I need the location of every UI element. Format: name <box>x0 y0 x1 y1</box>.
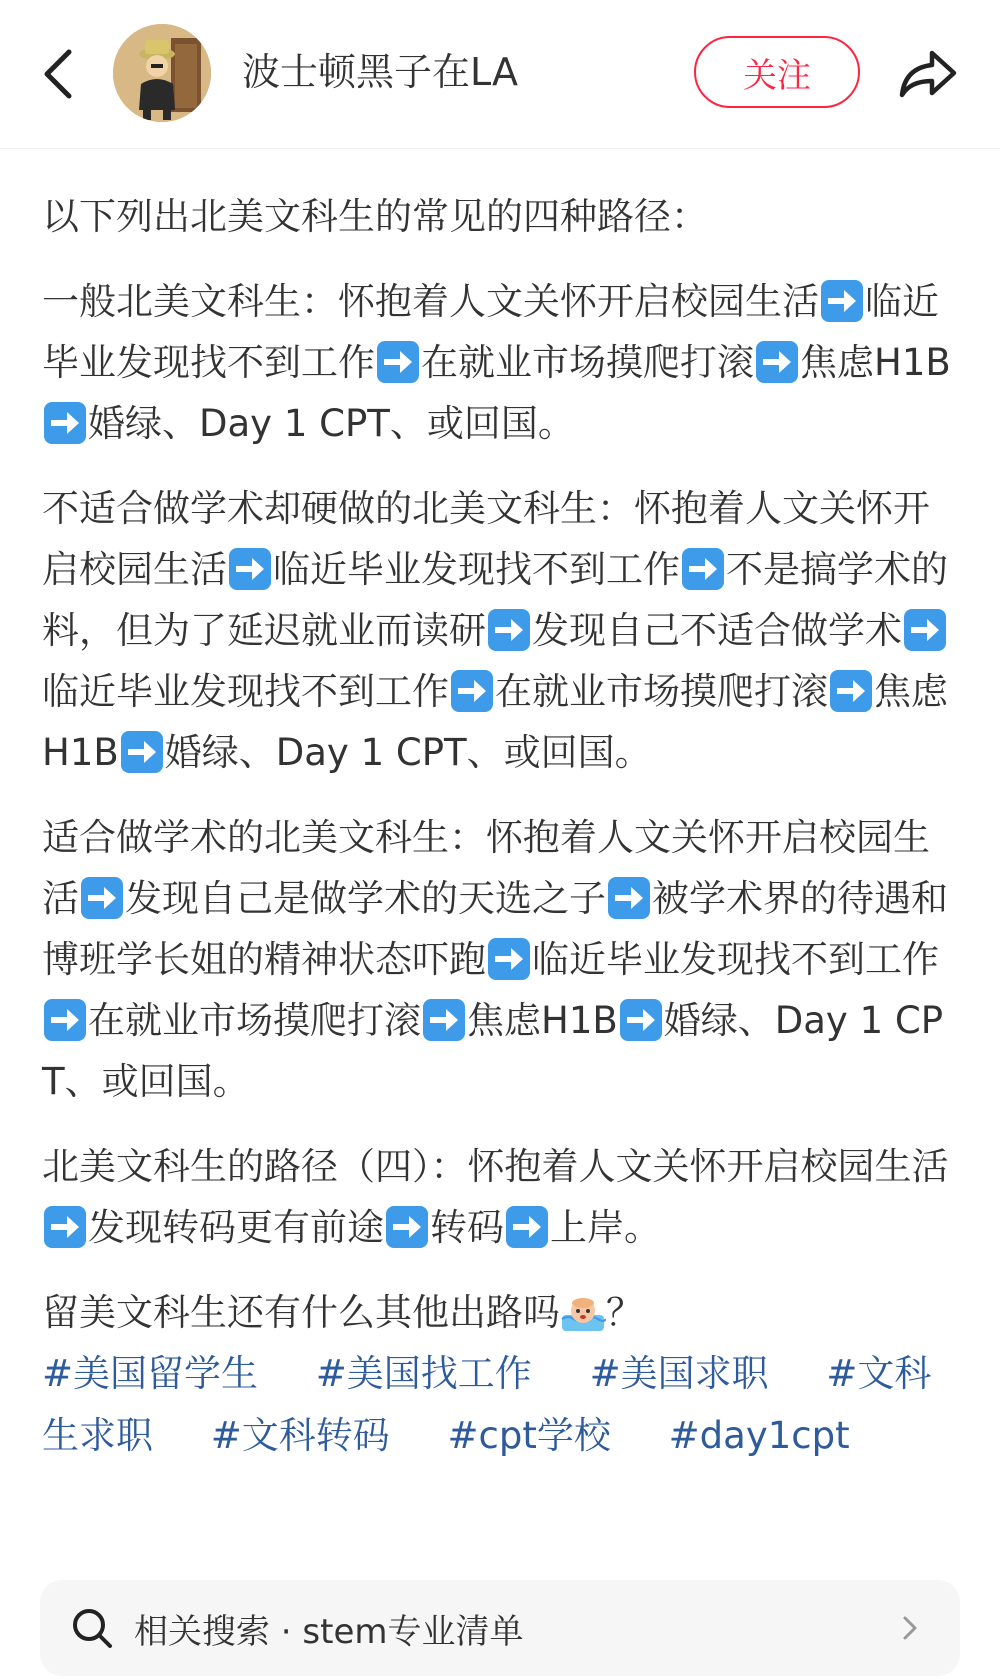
question-mark: ？ <box>606 1291 643 1334</box>
hashtag-link[interactable]: #美国找工作 <box>315 1352 532 1395</box>
path-segment: 在就业市场摸爬打滚 <box>421 341 754 384</box>
share-button[interactable] <box>888 38 968 110</box>
path-paragraph-4 <box>42 1136 960 1258</box>
right-arrow-icon <box>376 340 420 384</box>
follow-button[interactable]: 关注 <box>694 36 860 108</box>
path-segment: 临近毕业发现找不到工作 <box>42 280 939 384</box>
path-paragraph-2 <box>42 478 960 783</box>
right-arrow-icon <box>755 340 799 384</box>
question-text: 留美文科生还有什么其他出路吗 <box>42 1291 560 1334</box>
back-icon <box>41 46 75 102</box>
hashtag-link[interactable]: #文科生求职 <box>42 1352 932 1457</box>
drowning-emoji-icon <box>560 1289 606 1335</box>
path-segment: 在就业市场摸爬打滚 <box>88 999 421 1042</box>
right-arrow-icon <box>450 669 494 713</box>
post-header <box>0 0 1000 149</box>
path-segment: 发现转码更有前途 <box>88 1206 384 1249</box>
path-segment: 婚绿、Day 1 CPT、或回国。 <box>88 402 575 445</box>
hashtag-link[interactable]: #文科转码 <box>210 1414 390 1457</box>
right-arrow-icon <box>487 608 531 652</box>
related-search-text: 相关搜索 · stem专业清单 <box>134 1611 524 1652</box>
right-arrow-icon <box>385 1205 429 1249</box>
post-content <box>42 186 960 1467</box>
path-segment: 焦虑H1B <box>800 341 951 384</box>
right-arrow-icon <box>607 876 651 920</box>
chevron-right-icon <box>896 1614 924 1642</box>
path-segment: 在就业市场摸爬打滚 <box>495 670 828 713</box>
hashtag-link[interactable]: #美国求职 <box>589 1352 769 1395</box>
right-arrow-icon <box>422 998 466 1042</box>
right-arrow-icon <box>43 998 87 1042</box>
search-icon <box>70 1606 114 1650</box>
path-segment: 不适合做学术却硬做的北美文科生：怀抱着人文关怀开启校园生活 <box>42 487 930 591</box>
path-segment: 焦虑H1B <box>467 999 618 1042</box>
right-arrow-icon <box>820 279 864 323</box>
path-segment: 适合做学术的北美文科生：怀抱着人文关怀开启校园生活 <box>42 816 930 920</box>
right-arrow-icon <box>80 876 124 920</box>
path-segment: 焦虑H1B <box>42 670 948 774</box>
right-arrow-icon <box>505 1205 549 1249</box>
right-arrow-icon <box>681 547 725 591</box>
post-intro: 以下列出北美文科生的常见的四种路径： <box>42 195 708 238</box>
right-arrow-icon <box>619 998 663 1042</box>
right-arrow-icon <box>487 937 531 981</box>
hashtag-link[interactable]: #cpt学校 <box>447 1414 611 1457</box>
path-segment: 不是搞学术的料，但为了延迟就业而读研 <box>42 548 948 652</box>
hashtag-link[interactable]: #美国留学生 <box>42 1352 259 1395</box>
path-paragraph-3 <box>42 807 960 1112</box>
hashtag-link[interactable]: #day1cpt <box>668 1414 850 1457</box>
path-segment: 临近毕业发现找不到工作 <box>532 938 939 981</box>
back-button[interactable] <box>28 36 88 112</box>
path-segment: 北美文科生的路径（四）：怀抱着人文关怀开启校园生活 <box>42 1145 949 1188</box>
right-arrow-icon <box>903 608 947 652</box>
path-segment: 发现自己不适合做学术 <box>532 609 902 652</box>
hashtag-list <box>42 1343 960 1467</box>
closing-question <box>42 1282 960 1343</box>
author-name[interactable]: 波士顿黑子在LA <box>242 50 519 94</box>
path-segment: 发现自己是做学术的天选之子 <box>125 877 606 920</box>
path-segment: 一般北美文科生：怀抱着人文关怀开启校园生活 <box>42 280 819 323</box>
right-arrow-icon <box>120 730 164 774</box>
path-segment: 婚绿、Day 1 CPT、或回国。 <box>164 731 652 774</box>
avatar-image <box>113 24 211 122</box>
right-arrow-icon <box>829 669 873 713</box>
right-arrow-icon <box>43 401 87 445</box>
path-segment: 临近毕业发现找不到工作 <box>42 670 449 713</box>
path-paragraph-1 <box>42 271 960 454</box>
right-arrow-icon <box>228 547 272 591</box>
path-segment: 婚绿、Day 1 CPT、或回国。 <box>42 999 944 1103</box>
path-segment: 上岸。 <box>550 1206 661 1249</box>
path-segment: 临近毕业发现找不到工作 <box>273 548 680 591</box>
related-search-bar[interactable] <box>40 1580 960 1676</box>
path-segment: 转码 <box>430 1206 504 1249</box>
share-icon <box>898 47 958 101</box>
right-arrow-icon <box>43 1205 87 1249</box>
path-segment: 被学术界的待遇和博班学长姐的精神状态吓跑 <box>42 877 948 981</box>
author-avatar[interactable] <box>113 24 211 122</box>
